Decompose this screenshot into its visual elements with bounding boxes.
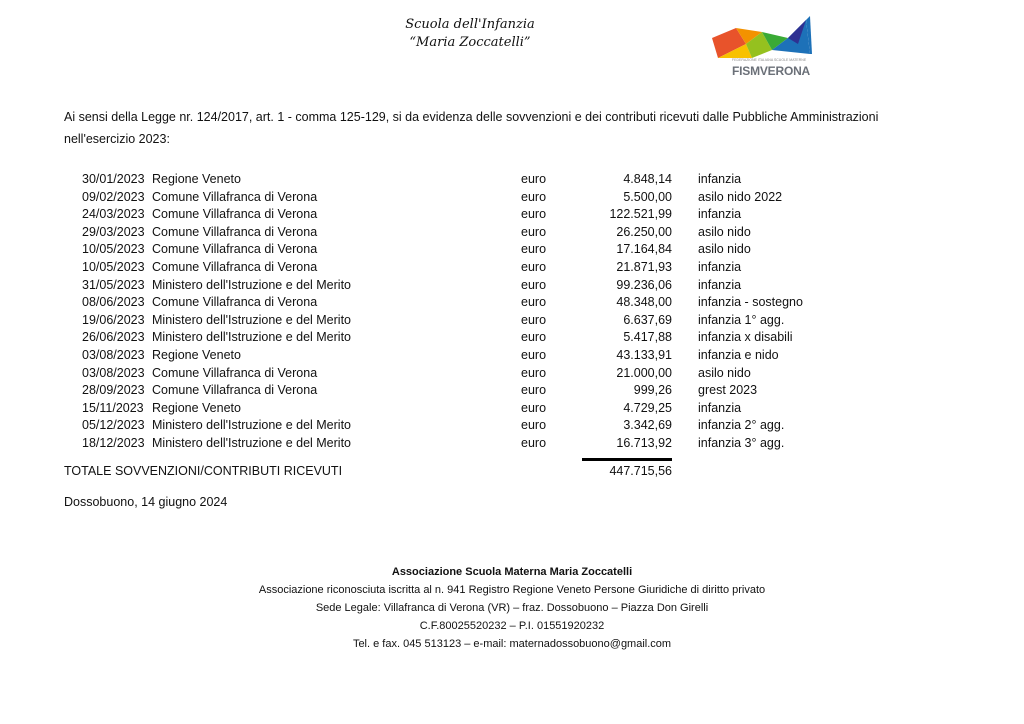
row-date: 24/03/2023 [82, 207, 145, 222]
row-date: 26/06/2023 [82, 330, 145, 345]
row-amount: 999,26 [633, 383, 672, 398]
fism-verona-logo [706, 14, 822, 80]
row-note: infanzia [698, 172, 742, 186]
school-name-line1: Scuola dell'Infanzia [405, 17, 535, 32]
fism-logo-graphic [706, 14, 822, 64]
row-entity: Ministero dell'Istruzione e del Merito [152, 418, 351, 433]
row-entity: Regione Veneto [152, 400, 241, 415]
row-note: asilo nido [698, 242, 751, 257]
table-row [0, 365, 1024, 383]
logo-verona-text: VERONA [759, 64, 811, 78]
row-amount: 16.713,92 [616, 436, 672, 450]
table-row [0, 171, 1024, 189]
row-note: asilo nido 2022 [698, 189, 783, 204]
row-entity: Ministero dell'Istruzione e del Merito [152, 277, 351, 292]
row-entity: Ministero dell'Istruzione e del Merito [152, 312, 351, 327]
row-currency: euro [521, 295, 547, 310]
footer [200, 563, 824, 653]
logo-fism-text: FISM [732, 64, 760, 78]
row-currency: euro [521, 207, 547, 222]
row-amount: 48.348,00 [616, 295, 672, 310]
row-amount: 43.133,91 [616, 348, 672, 362]
row-amount: 6.637,69 [623, 312, 672, 327]
row-entity: Regione Veneto [152, 348, 241, 362]
row-amount: 21.871,93 [616, 260, 672, 274]
row-date: 05/12/2023 [82, 418, 145, 433]
table-row [0, 312, 1024, 330]
row-amount: 26.250,00 [616, 224, 672, 239]
row-note: infanzia [698, 277, 742, 292]
table-row [0, 347, 1024, 365]
row-currency: euro [521, 260, 547, 274]
row-currency: euro [521, 418, 547, 433]
row-amount: 122.521,99 [609, 207, 672, 222]
row-entity: Comune Villafranca di Verona [152, 242, 318, 257]
row-date: 09/02/2023 [82, 189, 145, 204]
row-entity: Regione Veneto [152, 172, 241, 186]
row-date: 03/08/2023 [82, 348, 145, 362]
row-date: 10/05/2023 [82, 242, 145, 257]
row-amount: 21.000,00 [616, 365, 672, 380]
row-note: infanzia [698, 207, 742, 222]
place-and-date: Dossobuono, 14 giugno 2024 [64, 495, 228, 509]
row-note: infanzia 2° agg. [698, 418, 785, 433]
row-currency: euro [521, 383, 547, 398]
total-rule [582, 458, 672, 461]
table-row [0, 189, 1024, 207]
row-note: infanzia e nido [698, 348, 779, 362]
row-note: infanzia 1° agg. [698, 312, 785, 327]
row-entity: Comune Villafranca di Verona [152, 383, 318, 398]
row-date: 29/03/2023 [82, 224, 145, 239]
row-date: 15/11/2023 [82, 400, 144, 415]
row-currency: euro [521, 330, 547, 345]
footer-address: Sede Legale: Villafranca di Verona (VR) – fraz. Dossobuono – Piazza Don Girelli [315, 602, 709, 614]
row-entity: Comune Villafranca di Verona [152, 260, 318, 274]
row-currency: euro [521, 436, 547, 450]
row-currency: euro [521, 365, 547, 380]
logo-wordmark [732, 64, 810, 78]
row-note: infanzia [698, 400, 742, 415]
row-date: 19/06/2023 [82, 312, 145, 327]
row-currency: euro [521, 312, 547, 327]
row-currency: euro [521, 224, 547, 239]
row-entity: Comune Villafranca di Verona [152, 295, 318, 310]
logo-small-text: FEDERAZIONE ITALIANA SCUOLE MATERNE [732, 58, 807, 62]
row-entity: Comune Villafranca di Verona [152, 224, 318, 239]
row-amount: 5.417,88 [623, 330, 672, 345]
total-amount: 447.715,56 [609, 464, 672, 478]
row-note: grest 2023 [698, 383, 758, 398]
table-row [0, 435, 1024, 453]
row-currency: euro [521, 348, 547, 362]
footer-contacts: Tel. e fax. 045 513123 – e-mail: maternadossobuono@gmail.com [352, 638, 672, 650]
table-row [0, 294, 1024, 312]
table-row [0, 206, 1024, 224]
row-date: 28/09/2023 [82, 383, 145, 398]
row-amount: 3.342,69 [623, 418, 672, 433]
row-date: 31/05/2023 [82, 277, 145, 292]
row-amount: 17.164,84 [616, 242, 672, 257]
row-entity: Comune Villafranca di Verona [152, 207, 318, 222]
school-name-line2: “Maria Zoccatelli” [409, 35, 531, 50]
footer-association-name: Associazione Scuola Materna Maria Zoccatelli [391, 566, 633, 578]
row-amount: 5.500,00 [623, 189, 672, 204]
row-currency: euro [521, 189, 547, 204]
row-date: 08/06/2023 [82, 295, 145, 310]
row-note: infanzia [698, 260, 742, 274]
table-row [0, 259, 1024, 277]
row-note: infanzia x disabili [698, 330, 793, 345]
footer-registration: Associazione riconosciuta iscritta al n. 941 Registro Regione Veneto Persone Giuridiche di diritto privato [258, 584, 766, 596]
table-row [0, 224, 1024, 242]
row-entity: Ministero dell'Istruzione e del Merito [152, 436, 351, 450]
row-note: asilo nido [698, 365, 751, 380]
row-entity: Comune Villafranca di Verona [152, 189, 318, 204]
row-amount: 4.848,14 [623, 172, 672, 186]
table-row [0, 329, 1024, 347]
row-date: 03/08/2023 [82, 365, 145, 380]
row-currency: euro [521, 400, 547, 415]
table-row [0, 277, 1024, 295]
row-amount: 99.236,06 [616, 277, 672, 292]
row-currency: euro [521, 172, 547, 186]
table-row [0, 400, 1024, 418]
table-row [0, 382, 1024, 400]
row-currency: euro [521, 277, 547, 292]
row-note: asilo nido [698, 224, 751, 239]
total-label: TOTALE SOVVENZIONI/CONTRIBUTI RICEVUTI [64, 464, 343, 478]
footer-tax-codes: C.F.80025520232 – P.I. 01551920232 [419, 620, 605, 632]
row-entity: Ministero dell'Istruzione e del Merito [152, 330, 351, 345]
intro-paragraph: Ai sensi della Legge nr. 124/2017, art. 1 - comma 125-129, si da evidenza delle sovvenzioni e dei contributi ricevuti dalle Pubbliche Amministrazioni nell'esercizio 2023: [64, 110, 879, 146]
table-row [0, 241, 1024, 259]
row-date: 10/05/2023 [82, 260, 145, 274]
row-entity: Comune Villafranca di Verona [152, 365, 318, 380]
row-note: infanzia 3° agg. [698, 436, 785, 450]
row-note: infanzia - sostegno [698, 295, 803, 310]
row-currency: euro [521, 242, 547, 257]
table-row [0, 417, 1024, 435]
row-date: 30/01/2023 [82, 172, 145, 186]
row-amount: 4.729,25 [623, 400, 672, 415]
row-date: 18/12/2023 [82, 436, 145, 450]
